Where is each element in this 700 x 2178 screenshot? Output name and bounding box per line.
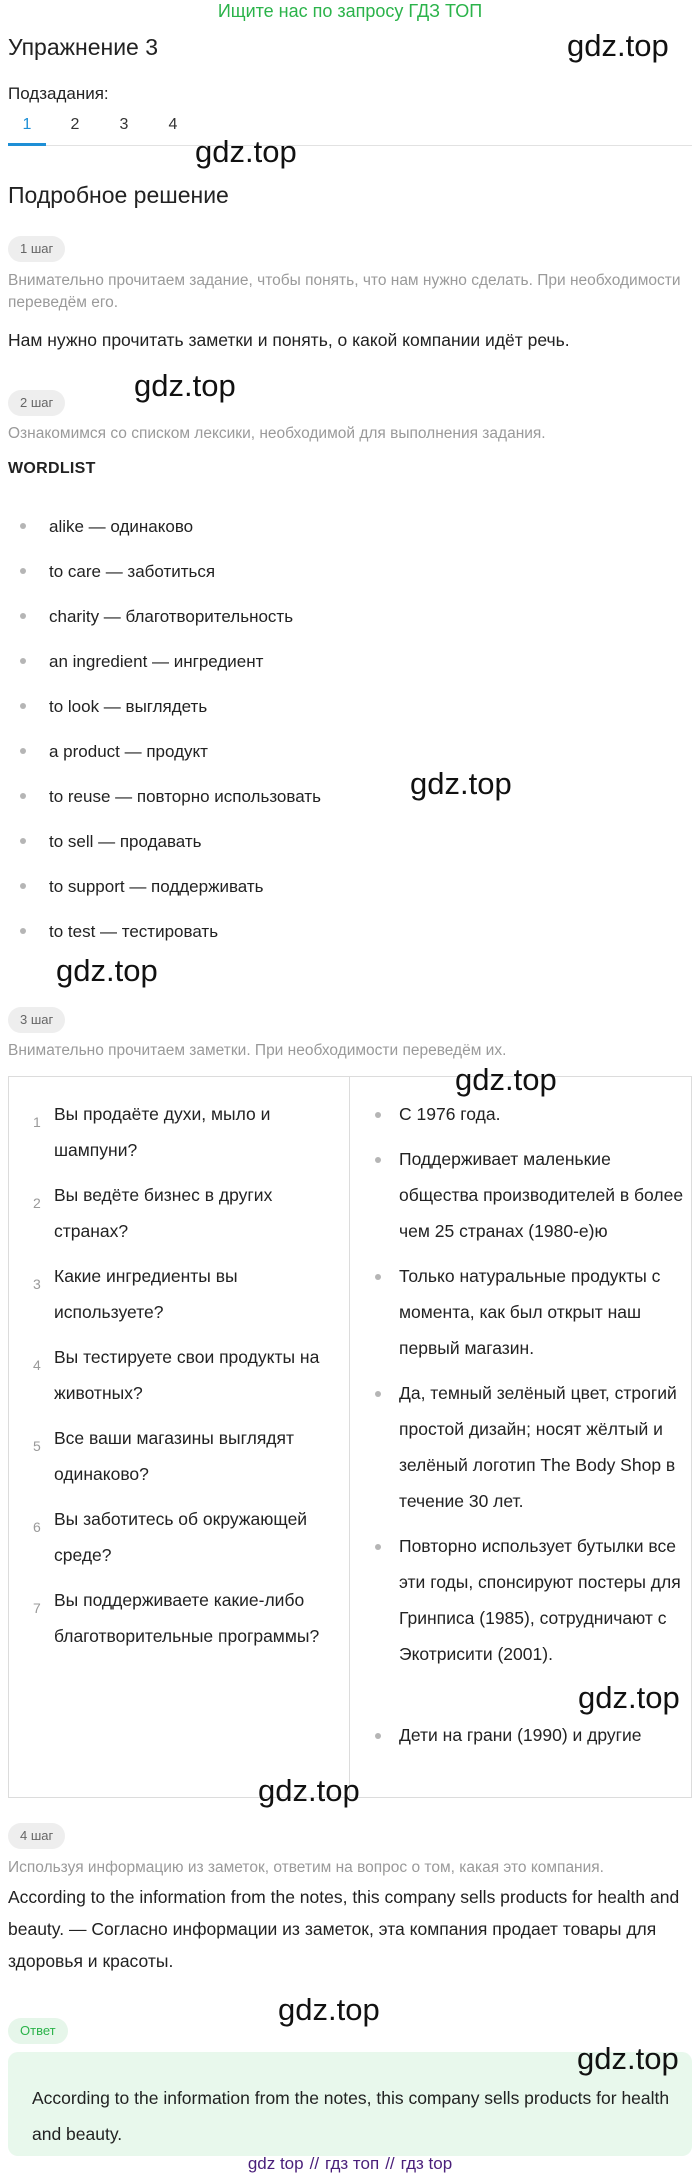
bullet-icon (375, 1274, 381, 1280)
bullet-icon (20, 658, 26, 664)
answer-note-text: Поддерживает маленькие общества производителей в более чем 25 странах (1980-е)ю (399, 1149, 684, 1241)
bullet-icon (375, 1157, 381, 1163)
bullet-icon (20, 523, 26, 529)
subtask-tab-3[interactable] (106, 116, 142, 134)
step-text: Нам нужно прочитать заметки и понять, о какой компании идёт речь. (8, 330, 570, 350)
bullet-icon (20, 928, 26, 934)
subtasks-label: Подзадания: (8, 84, 109, 103)
watermark: gdz.top (195, 134, 297, 169)
question-number: 7 (33, 1600, 41, 1616)
bullet-icon (20, 568, 26, 574)
watermark: gdz.top (410, 766, 512, 801)
answer-note-text: Да, темный зелёный цвет, строгий простой дизайн; носят жёлтый и зелёный логотип The Body Shop в течение 30 лет. (399, 1383, 677, 1511)
answer-note-text: С 1976 года. (399, 1104, 501, 1124)
footer-links (0, 2152, 700, 2176)
question-text: Какие ингредиенты вы используете? (54, 1266, 238, 1322)
question-text: Вы продаёте духи, мыло и шампуни? (54, 1104, 271, 1160)
subtask-tab-4[interactable] (155, 116, 191, 134)
subtask-tab-1[interactable] (9, 116, 45, 134)
bullet-icon (20, 838, 26, 844)
question-text: Все ваши магазины выглядят одинаково? (54, 1428, 294, 1484)
exercise-title: Упражнение 3 (8, 34, 159, 60)
wordlist-title: WORDLIST (8, 460, 96, 477)
question-number: 3 (33, 1276, 41, 1292)
wordlist-entry: a product — продукт (49, 742, 208, 761)
wordlist-entry: to reuse — повторно использовать (49, 787, 321, 806)
step-hint: Ознакомимся со списком лексики, необходимой для выполнения задания. (8, 425, 546, 442)
bullet-icon (375, 1544, 381, 1550)
question-number: 1 (33, 1114, 41, 1130)
bullet-icon (20, 793, 26, 799)
answer-note-text: Дети на грани (1990) и другие (399, 1725, 642, 1745)
wordlist-entry: charity — благотворительность (49, 607, 294, 626)
subtask-tab-2[interactable] (57, 116, 93, 134)
wordlist-entry: to test — тестировать (49, 922, 219, 941)
wordlist-entry: to support — поддерживать (49, 877, 264, 896)
bullet-icon (20, 703, 26, 709)
answer-note-text: Только натуральные продукты с момента, как был открыт наш первый магазин. (399, 1266, 661, 1358)
answer-badge: Ответ (8, 2018, 68, 2044)
question-text: Вы тестируете свои продукты на животных? (54, 1347, 320, 1403)
step-badge: 3 шаг (8, 1007, 65, 1033)
bullet-icon (20, 883, 26, 889)
answer-text: According to the information from the notes, this company sells products for health and beauty. (32, 2088, 670, 2144)
watermark: gdz.top (578, 1680, 680, 1715)
watermark: gdz.top (577, 2041, 679, 2076)
step-hint: Используя информацию из заметок, ответим на вопрос о том, какая это компания. (8, 1859, 604, 1876)
column-divider (349, 1077, 350, 1797)
watermark: gdz.top (567, 28, 669, 63)
bullet-icon (375, 1733, 381, 1739)
subtask-tab-label: 4 (168, 116, 178, 133)
answer-note-text: Повторно использует бутылки все эти годы, спонсируют постеры для Гринписа (1985), сотрудничают с Экотрисити (2001). (399, 1536, 681, 1664)
wordlist-entry: to sell — продавать (49, 832, 202, 851)
step-hint: Внимательно прочитаем заметки. При необходимости переведём их. (8, 1042, 507, 1059)
solution-title: Подробное решение (8, 182, 229, 208)
footer-separator: // (385, 2154, 395, 2173)
subtask-tab-label: 2 (70, 116, 80, 133)
question-text: Вы ведёте бизнес в других странах? (54, 1185, 273, 1241)
question-number: 4 (33, 1357, 41, 1373)
question-text: Вы заботитесь об окружающей среде? (54, 1509, 308, 1565)
footer-link[interactable]: гдз top (400, 2154, 453, 2173)
subtask-tabs (8, 112, 692, 146)
question-number: 6 (33, 1519, 41, 1535)
watermark: gdz.top (455, 1062, 557, 1097)
subtask-tab-label: 1 (22, 116, 32, 133)
wordlist-entry: an ingredient — ингредиент (49, 652, 264, 671)
wordlist-entry: to care — заботиться (49, 562, 216, 581)
question-number: 2 (33, 1195, 41, 1211)
bullet-icon (20, 748, 26, 754)
question-text: Вы поддерживаете какие-либо благотворительные программы? (54, 1590, 320, 1646)
watermark: gdz.top (134, 368, 236, 403)
bullet-icon (375, 1391, 381, 1397)
step-text: According to the information from the notes, this company sells products for health and beauty. — Согласно информации из заметок, эта компания продает товары для здоровья и красоты. (8, 1887, 680, 1971)
watermark: gdz.top (56, 953, 158, 988)
wordlist-entry: to look — выглядеть (49, 697, 208, 716)
step-badge: 1 шаг (8, 236, 65, 262)
step-hint: Внимательно прочитаем задание, чтобы понять, что нам нужно сделать. При необходимости переведём его. (8, 272, 681, 311)
watermark: gdz.top (258, 1773, 360, 1808)
subtask-tab-label: 3 (119, 116, 129, 133)
watermark: gdz.top (278, 1992, 380, 2027)
bullet-icon (375, 1112, 381, 1118)
question-number: 5 (33, 1438, 41, 1454)
footer-separator: // (309, 2154, 320, 2173)
step-badge: 4 шаг (8, 1823, 65, 1849)
footer-link[interactable]: гдз топ (325, 2154, 380, 2173)
wordlist-entry: alike — одинаково (49, 517, 194, 536)
active-tab-underline (8, 143, 46, 146)
step-badge: 2 шаг (8, 390, 65, 416)
footer-link[interactable]: gdz top (247, 2154, 304, 2173)
search-banner: Ищите нас по запросу ГДЗ ТОП (217, 1, 483, 21)
bullet-icon (20, 613, 26, 619)
